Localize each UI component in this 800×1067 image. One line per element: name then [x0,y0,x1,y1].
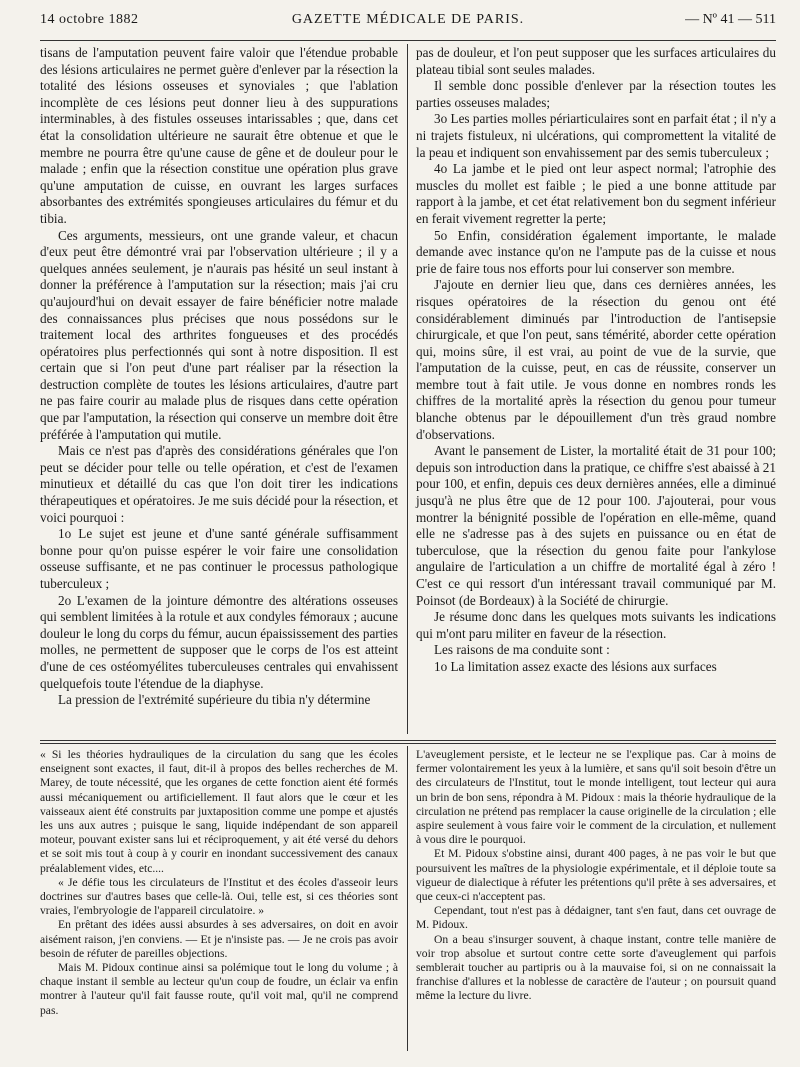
paragraph: Et M. Pidoux s'obstine ainsi, durant 400 pages, à ne pas voir le but que poursuivent les maîtres de la physiologie expérimentale, et il déploie toute sa vigueur de dialectique à réfuter les prétentions qu'il prête à ses adversaires, et que ceux-ci n'acceptent pas. [416,847,776,904]
upper-left-column [40,45,398,709]
paragraph: « Si les théories hydrauliques de la circulation du sang que les écoles enseignent sont exactes, il faut, dit-il à propos des belles recherches de M. Marey, de toute nécessité, que les organes de cette fonction aient été formés aussi mécaniquement ou artificiellement. Il faut alors que le cœur et les vaisseaux aient été construits par juxtaposition comme une pompe et ajustés les uns aux autres ; puisque le sang, liquide indépendant de son appareil moteur, pouvant exister sans lui et réciproquement, y ait été versé du dehors et se soit mis tout à coup à y courir en inondant successivement des canaux préalablement vides, etc.... [40,748,398,875]
lower-right-column [416,748,776,1004]
column-divider-upper [407,44,408,734]
paragraph: La pression de l'extrémité supérieure du tibia n'y détermine [58,692,371,708]
running-header [40,12,776,42]
paragraph: 2o L'examen de la jointure démontre des altérations osseuses qui semblent limitées à la rotule et aux condyles fémoraux ; aucune douleur le long du corps du fémur, aucun épaississement des parties molles, ne permettent de supposer que le corps de l'os est atteint d'une de ces ostéomyélites tuberculeuses centrales qui envahissent quelquefois toute l'étendue de la diaphyse. [40,592,399,691]
paragraph: 5o Enfin, considération également importante, le malade demande avec instance qu'on ne l'ampute pas de la cuisse et nous prie de faire tous nos efforts pour lui conserver son membre. [416,227,776,276]
header-rule [40,40,776,41]
upper-right-column [416,45,776,676]
paragraph: Avant le pansement de Lister, la mortalité était de 31 pour 100; depuis son introduction dans la pratique, ce chiffre s'est abaissé à 21 pour 100, et enfin, depuis ces deux dernières années, elle a diminué jusqu'à ne plus être que de 12 pour 100. J'ajouterai, pour vous montrer la bénignité possible de l'opération en elle-même, quand elle ne s'adresse pas à des sujets en puissance ou en état de tuberculose, que la résection du genou faite pour l'ankylose angulaire de l'articulation a un chiffre de mortalité égal à zéro ! C'est ce qui ressort d'un intéressant travail communiqué par M. Poinsot (de Bordeaux) à la Société de chirurgie. [416,443,776,608]
feuilleton-rule-double [40,743,776,744]
paragraph: Ces arguments, messieurs, ont une grande valeur, et chacun d'eux peut être démontré vrai par l'observation ultérieure ; il y a quelques années seulement, je n'aurais pas hésité un seul instant à donner la préférence à l'amputation sur la résection; mais j'ai cru qu'aujourd'hui on devait essayer de faire bénéficier notre malade des connaissances plus précises que nous possédons sur le traitement local des arthrites fongueuses et des procédés opératoires plus perfectionnés qui sont à notre disposition. Il est certain que si l'on peut d'une part réaliser par la résection la destruction complète de toutes les lésions articulaires, d'autre part ne pas faire courir au malade plus de risques dans cette opération que par l'amputation, la résection qui conserve un membre doit être préférée à l'amputation qui mutile. [40,227,398,442]
header-date: 14 octobre 1882 [40,12,139,27]
journal-title: GAZETTE MÉDICALE DE PARIS. [291,12,525,27]
paragraph: Il semble donc possible d'enlever par la résection toutes les parties osseuses malades; [416,78,776,110]
paragraph: Mais ce n'est pas d'après des considérations générales que l'on peut se décider pour telle ou telle opération, et c'est de l'examen minutieux et détaillé du cas que l'on doit tirer les indications thérapeutiques et opératoires. Je me suis décidé pour la résection, et voici pourquoi : [40,443,398,525]
paragraph: En prêtant des idées aussi absurdes à ses adversaires, on doit en avoir aisément raison, j'en conviens. — Et je n'insiste pas. — Je ne crois pas avoir besoin de réfuter de pareilles objections. [40,918,398,960]
column-divider-lower [407,746,408,1051]
lower-left-column [40,748,398,1018]
paragraph: On a beau s'insurger souvent, à chaque instant, contre telle manière de voir trop absolue et surtout contre cette sorte d'aveuglement qui parfois semblerait toucher au partipris ou à la mauvaise foi, si on ne connaissait la franchise d'allures et la noblesse de caractère de l'auteur ; on poursuit quand même la lecture du livre. [416,932,776,1003]
paragraph: L'aveuglement persiste, et le lecteur ne se l'explique pas. Car à moins de fermer volontairement les yeux à la lumière, et sans qu'il soit besoin d'être un des circulateurs de l'Institut, tout le monde intelligent, tout lecteur qui aura un brin de bon sens, répondra à M. Pidoux : mais la théorie hydraulique de la circulation ne prétend pas remplacer la cause originelle de la circulation ; elle aspire seulement à vous faire voir le comment de la circulation, et nullement à vous dire le pourquoi. [416,748,776,847]
paragraph: Je résume donc dans les quelques mots suivants les indications qui m'ont paru militer en faveur de la résection. [416,609,776,641]
paragraph: J'ajoute en dernier lieu que, dans ces dernières années, les risques opératoires de la résection du genou ont été considérablement diminués par l'introduction de l'antisepsie chirurgicale, et que l'on peut, sans témérité, aborder cette opération qui, moins sûre, il est vrai, au point de vue de la survie, que l'amputation de la cuisse, peut, en cas de réussite, conserver un membre tout à fait utile. Je vous donne en nombres ronds les chiffres de la mortalité après la résection du genou pour tumeur blanche obtenus par le dépouillement d'un très graud nombre d'observations. [416,277,776,442]
paragraph: 1o Le sujet est jeune et d'une santé générale suffisamment bonne pour qu'on puisse espérer le voir faire une consolidation osseuse suffisante, et ne pas continuer le processus pathologique tuberculeux ; [40,526,398,591]
paragraph: 4o La jambe et le pied ont leur aspect normal; l'atrophie des muscles du mollet est faible ; le pied a une bonne attitude par rapport à la jambe, et cet état relativement bon du segment inférieur en ferait vivement regretter la perte; [416,161,776,226]
paragraph: Les raisons de ma conduite sont : [434,642,610,658]
issue-page-number: — Nº 41 — 511 [685,12,776,27]
paragraph: Mais M. Pidoux continue ainsi sa polémique tout le long du volume ; à chaque instant il semble au lecteur qu'un coup de foudre, un éclair va enfin montrer à l'auteur qu'il fait fausse route, qu'il voit mal, qu'il ne comprend pas. [40,961,398,1017]
paragraph: 3o Les parties molles périarticulaires sont en parfait état ; il n'y a ni trajets fistuleux, ni ulcérations, qui compromettent la vitalité de la peau et indiquent son envahissement par des semis tuberculeux ; [416,111,776,160]
paragraph: pas de douleur, et l'on peut supposer que les surfaces articulaires du plateau tibial sont seules malades. [416,45,776,77]
paragraph: Cependant, tout n'est pas à dédaigner, tant s'en faut, dans cet ouvrage de M. Pidoux. [416,904,776,932]
paragraph: 1o La limitation assez exacte des lésions aux surfaces [434,658,717,674]
paragraph: tisans de l'amputation peuvent faire valoir que l'étendue probable des lésions articulaires ne permet guère d'enlever par la résection la totalité des lésions osseuses et synoviales ; que l'ablation incomplète de ces lésions peut donner lieu à des suppurations interminables, à des fistules osseuses intarissables ; que, dans cet état la consolidation ultérieure ne saurait être obtenue et que le membre ne pourra être qu'une cause de gêne et de douleur pour le malade ; enfin que la résection constitue une opération plus grave qu'une amputation de cuisse, en ouvrant les larges surfaces absorbantes des extrémités spongieuses articulaires du fémur et du tibia. [40,45,398,226]
paragraph: « Je défie tous les circulateurs de l'Institut et des écoles d'asseoir leurs doctrines sur d'autres bases que celle-là. Oui, telle est, si ces théories sont vraies, l'embryologie de l'appareil circulatoire. » [40,875,398,918]
feuilleton-rule [40,740,776,741]
